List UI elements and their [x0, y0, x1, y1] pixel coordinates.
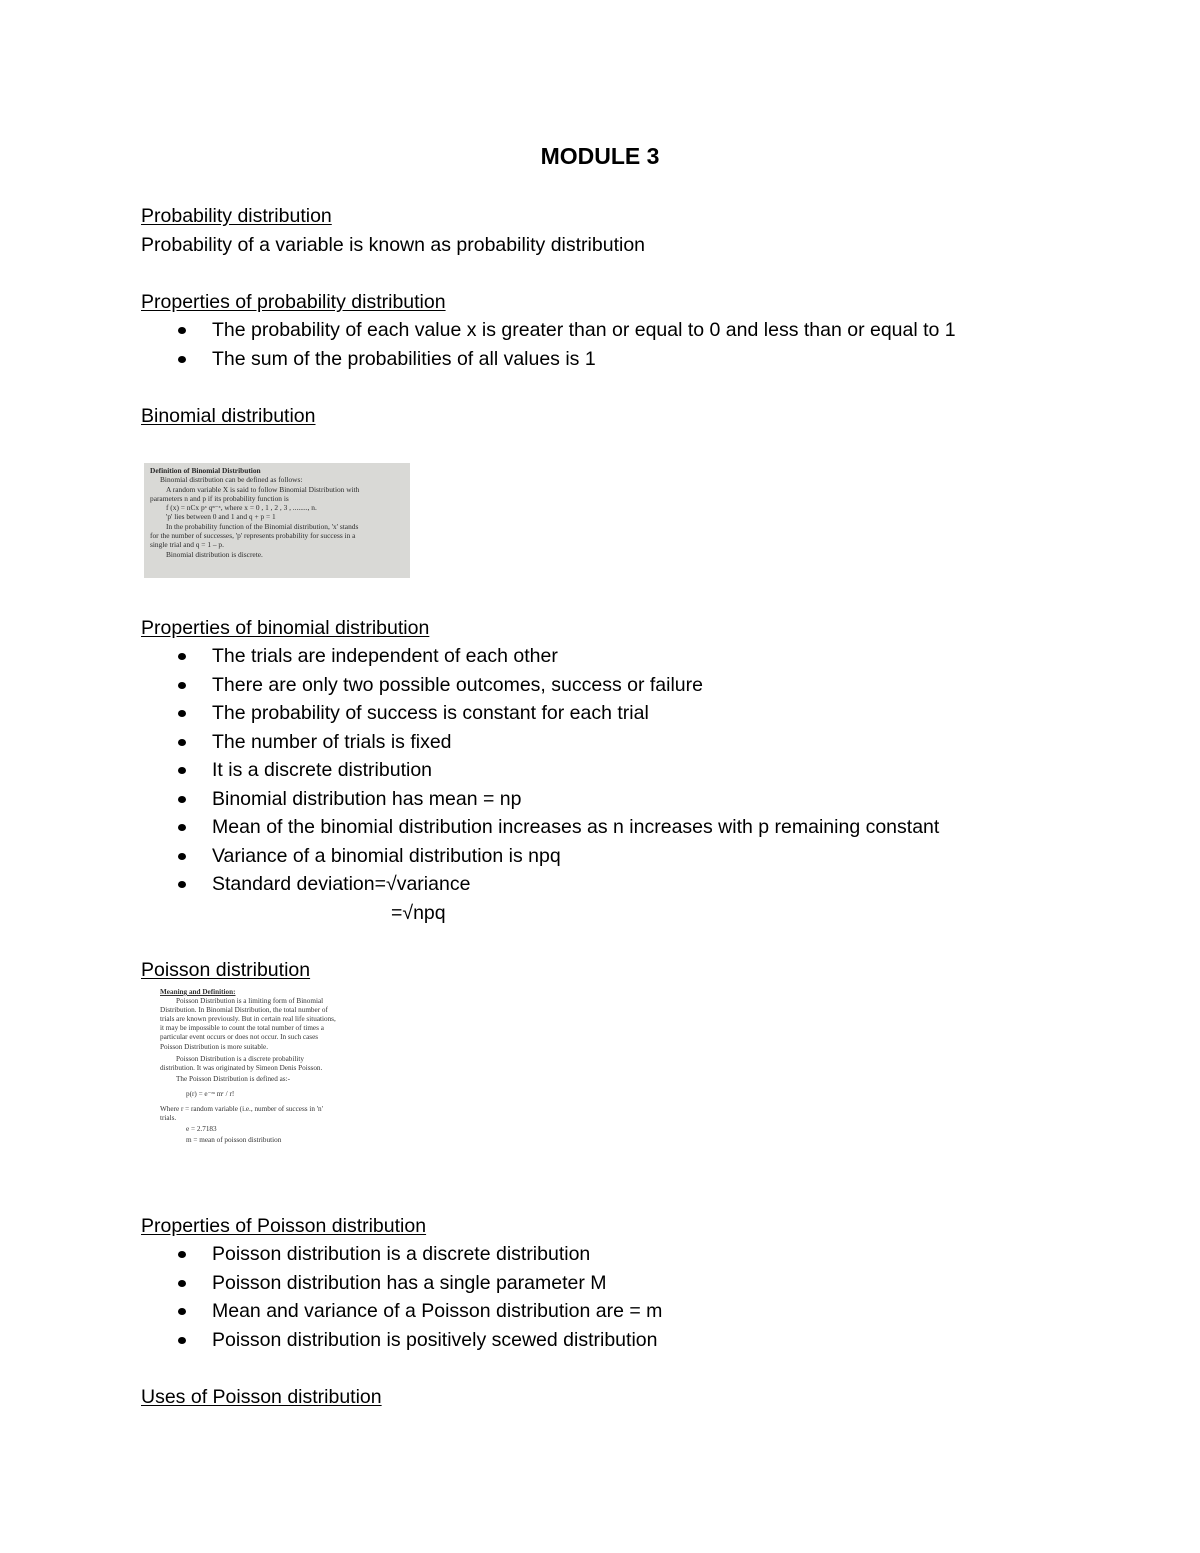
std-dev-continuation: =√npq: [391, 902, 446, 924]
scan-line: 'p' lies between 0 and 1 and q + p = 1: [166, 512, 276, 522]
poisson-formula: p(r) = e⁻ᵐ mʳ / r!: [186, 1089, 235, 1098]
list-item: The probability of success is constant for each trial: [141, 699, 939, 728]
scan-line: In the probability function of the Binomial distribution, 'x' stands: [166, 521, 359, 531]
list-item: The trials are independent of each other: [141, 642, 939, 671]
scan-line: trials.: [160, 1114, 177, 1123]
list-item: Poisson distribution is positively scewed distribution: [141, 1326, 662, 1355]
scan-line: Binomial distribution is discrete.: [166, 549, 263, 559]
heading-binomial-properties: Properties of binomial distribution: [141, 617, 430, 639]
scan-line: trials are known previously. But in certain real life situations,: [160, 1015, 336, 1024]
heading-poisson-distribution: Poisson distribution: [141, 959, 311, 981]
scan-line: for the number of successes, 'p' represents probability for success in a: [150, 531, 356, 541]
list-item: It is a discrete distribution: [141, 756, 939, 785]
scan-line: Poisson Distribution is more suitable.: [160, 1042, 269, 1051]
scan-line: Binomial distribution can be defined as follows:: [160, 475, 303, 485]
list-item: Variance of a binomial distribution is npq: [141, 842, 939, 871]
list-item: The number of trials is fixed: [141, 728, 939, 757]
list-item: Poisson distribution is a discrete distribution: [141, 1240, 662, 1269]
heading-poisson-properties: Properties of Poisson distribution: [141, 1215, 427, 1237]
list-item: Mean and variance of a Poisson distribution are = m: [141, 1297, 662, 1326]
scan-line: Where r = random variable (i.e., number of success in 'n': [160, 1105, 323, 1114]
list-item: Binomial distribution has mean = np: [141, 785, 939, 814]
probability-properties-list: [141, 316, 956, 373]
scan-line: it may be impossible to count the total number of times a: [160, 1024, 324, 1033]
list-item: Poisson distribution has a single parameter M: [141, 1269, 662, 1298]
scan-line: particular event occurs or does not occur. In such cases: [160, 1033, 319, 1042]
page-title: MODULE 3: [540, 143, 660, 169]
list-item: Mean of the binomial distribution increases as n increases with p remaining constant: [141, 813, 939, 842]
heading-binomial-distribution: Binomial distribution: [141, 405, 316, 427]
scan-line: Poisson Distribution is a limiting form of Binomial: [176, 997, 324, 1006]
heading-probability-distribution: Probability distribution: [141, 205, 332, 227]
scan-line: single trial and q = 1 – p.: [150, 540, 224, 550]
scan-line: Distribution. In Binomial Distribution, the total number of: [160, 1006, 328, 1015]
list-item: The probability of each value x is greater than or equal to 0 and less than or equal to 1: [141, 316, 956, 345]
poisson-properties-list: [141, 1240, 662, 1354]
scan-line: distribution. It was originated by Simeon Denis Poisson.: [160, 1063, 323, 1072]
scan-line: Definition of Binomial Distribution: [150, 466, 261, 475]
scan-line: m = mean of poisson distribution: [186, 1136, 282, 1145]
scan-line: The Poisson Distribution is defined as:-: [176, 1074, 290, 1083]
poisson-definition-image: [156, 986, 386, 1178]
list-item: Standard deviation=√variance: [141, 870, 939, 899]
binomial-definition-image: [144, 463, 410, 578]
heading-poisson-uses: Uses of Poisson distribution: [141, 1386, 382, 1408]
binomial-properties-list: [141, 642, 939, 899]
probability-definition-text: Probability of a variable is known as probability distribution: [141, 234, 646, 256]
scan-line: e = 2.7183: [186, 1125, 217, 1134]
scan-line: parameters n and p if its probability function is: [150, 493, 289, 503]
heading-probability-properties: Properties of probability distribution: [141, 291, 446, 313]
list-item: There are only two possible outcomes, success or failure: [141, 671, 939, 700]
scan-line: Poisson Distribution is a discrete probability: [176, 1054, 304, 1063]
list-item: The sum of the probabilities of all values is 1: [141, 345, 956, 374]
scan-line: A random variable X is said to follow Binomial Distribution with: [166, 484, 360, 494]
scan-line: f (x) = nCx pˣ qⁿ⁻ˣ, where x = 0 , 1 , 2 , 3 , ........, n.: [166, 503, 317, 513]
scan-line: Meaning and Definition:: [160, 988, 236, 996]
